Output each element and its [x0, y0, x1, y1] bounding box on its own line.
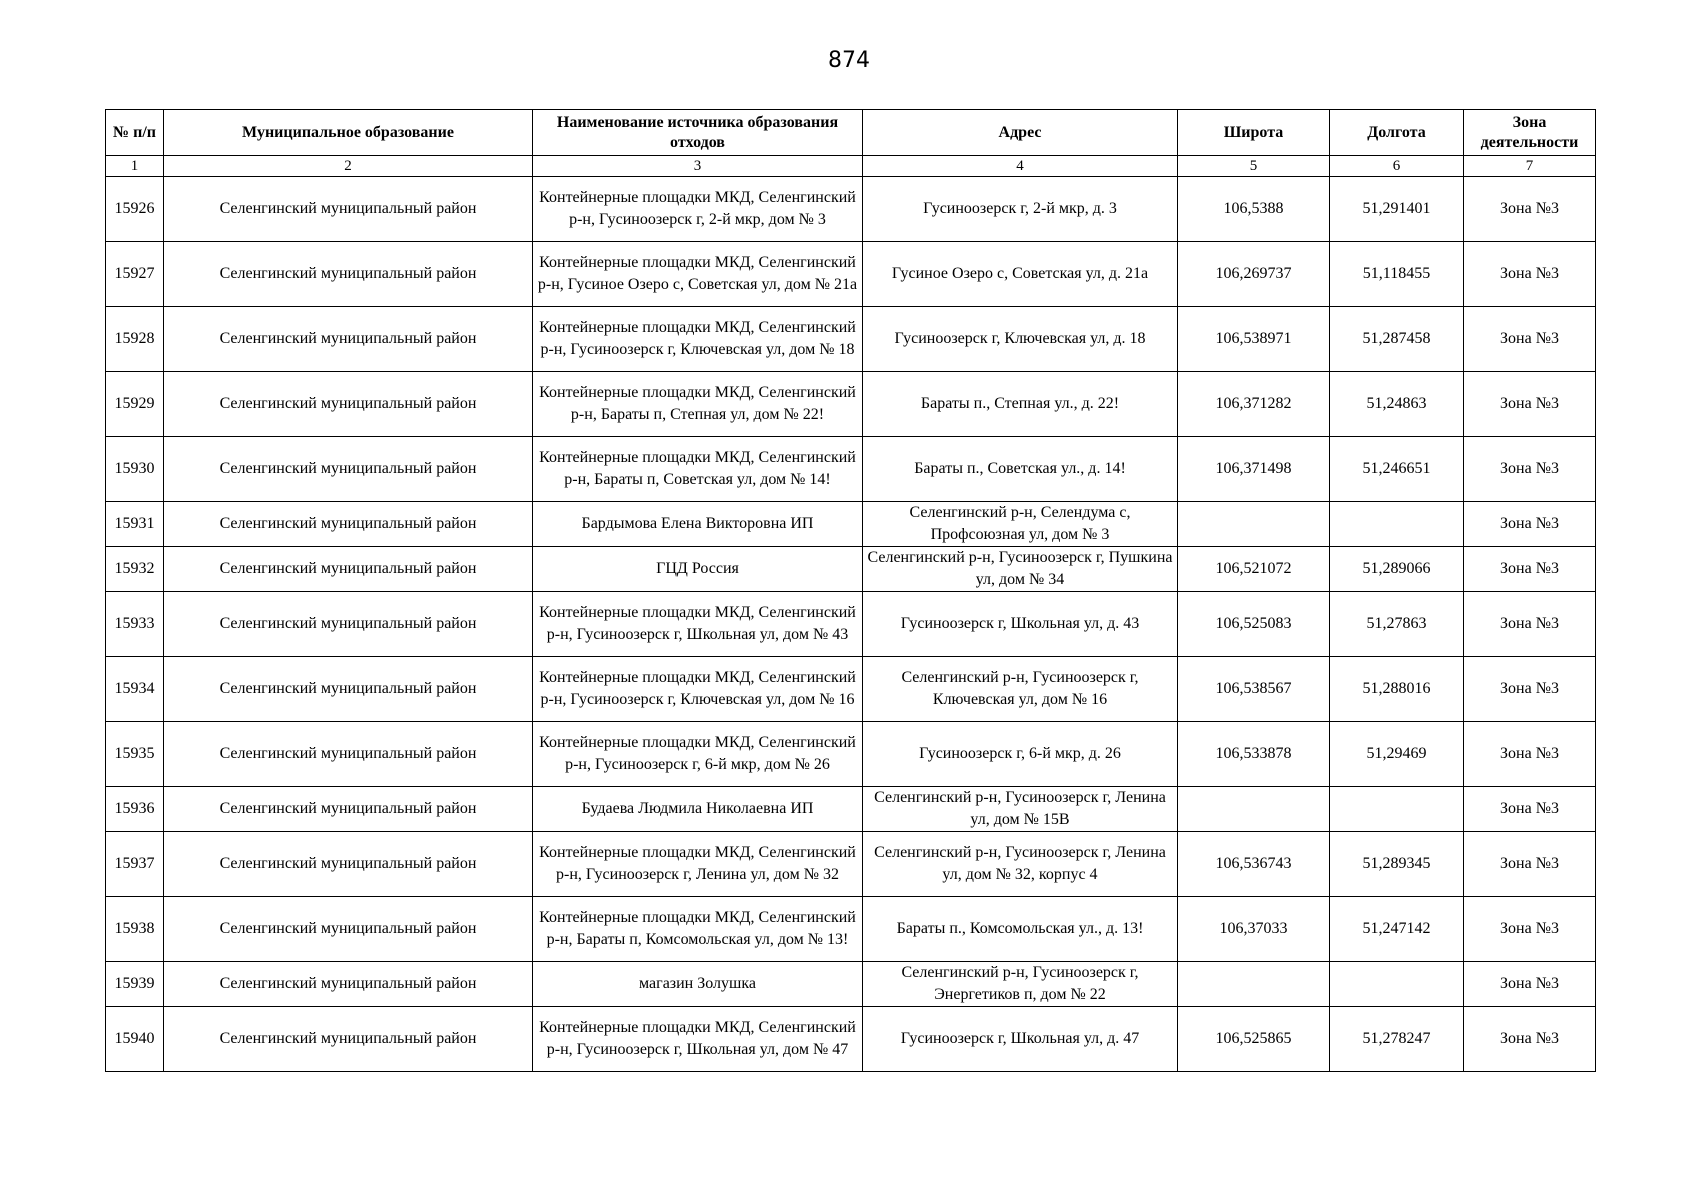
address-cell: Гусиноозерск г, 2-й мкр, д. 3 [863, 177, 1178, 242]
row-number: 15926 [106, 177, 164, 242]
municipality-cell: Селенгинский муниципальный район [164, 657, 533, 722]
source-name-cell: Контейнерные площадки МКД, Селенгинский р-н, Бараты п, Советская ул, дом № 14! [533, 437, 863, 502]
address-cell: Гусиноозерск г, Школьная ул, д. 43 [863, 592, 1178, 657]
source-name-cell: Контейнерные площадки МКД, Селенгинский р-н, Гусиноозерск г, Ключевская ул, дом № 18 [533, 307, 863, 372]
zone-cell: Зона №3 [1464, 307, 1596, 372]
latitude-cell: 106,525865 [1178, 1007, 1330, 1072]
table-row [106, 592, 1596, 657]
header-zone: Зона деятельности [1464, 110, 1596, 156]
municipality-cell: Селенгинский муниципальный район [164, 787, 533, 832]
table-row [106, 372, 1596, 437]
address-cell: Бараты п., Степная ул., д. 22! [863, 372, 1178, 437]
header-number: № п/п [106, 110, 164, 156]
column-number-row [106, 156, 1596, 177]
zone-cell: Зона №3 [1464, 437, 1596, 502]
municipality-cell: Селенгинский муниципальный район [164, 307, 533, 372]
source-name-cell: Контейнерные площадки МКД, Селенгинский р-н, Гусиноозерск г, 6-й мкр, дом № 26 [533, 722, 863, 787]
row-number: 15932 [106, 547, 164, 592]
zone-cell: Зона №3 [1464, 502, 1596, 547]
source-name-cell: Бардымова Елена Викторовна ИП [533, 502, 863, 547]
source-name-cell: магазин Золушка [533, 962, 863, 1007]
source-name-cell: Контейнерные площадки МКД, Селенгинский р-н, Бараты п, Комсомольская ул, дом № 13! [533, 897, 863, 962]
table-row [106, 722, 1596, 787]
municipality-cell: Селенгинский муниципальный район [164, 897, 533, 962]
longitude-cell: 51,246651 [1330, 437, 1464, 502]
address-cell: Селенгинский р-н, Гусиноозерск г, Ленина ул, дом № 32, корпус 4 [863, 832, 1178, 897]
zone-cell: Зона №3 [1464, 897, 1596, 962]
source-name-cell: Будаева Людмила Николаевна ИП [533, 787, 863, 832]
latitude-cell: 106,371498 [1178, 437, 1330, 502]
column-number: 4 [863, 156, 1178, 177]
municipality-cell: Селенгинский муниципальный район [164, 372, 533, 437]
table-row [106, 787, 1596, 832]
zone-cell: Зона №3 [1464, 657, 1596, 722]
source-name-cell: Контейнерные площадки МКД, Селенгинский р-н, Гусиноозерск г, Ленина ул, дом № 32 [533, 832, 863, 897]
municipality-cell: Селенгинский муниципальный район [164, 502, 533, 547]
address-cell: Бараты п., Советская ул., д. 14! [863, 437, 1178, 502]
longitude-cell: 51,291401 [1330, 177, 1464, 242]
row-number: 15930 [106, 437, 164, 502]
source-name-cell: Контейнерные площадки МКД, Селенгинский р-н, Бараты п, Степная ул, дом № 22! [533, 372, 863, 437]
municipality-cell: Селенгинский муниципальный район [164, 832, 533, 897]
latitude-cell: 106,521072 [1178, 547, 1330, 592]
row-number: 15940 [106, 1007, 164, 1072]
header-address: Адрес [863, 110, 1178, 156]
address-cell: Гусиное Озеро с, Советская ул, д. 21а [863, 242, 1178, 307]
table-row [106, 502, 1596, 547]
source-name-cell: Контейнерные площадки МКД, Селенгинский р-н, Гусиноозерск г, Школьная ул, дом № 47 [533, 1007, 863, 1072]
row-number: 15936 [106, 787, 164, 832]
zone-cell: Зона №3 [1464, 242, 1596, 307]
longitude-cell: 51,287458 [1330, 307, 1464, 372]
address-cell: Гусиноозерск г, Ключевская ул, д. 18 [863, 307, 1178, 372]
zone-cell: Зона №3 [1464, 962, 1596, 1007]
column-number: 5 [1178, 156, 1330, 177]
latitude-cell: 106,5388 [1178, 177, 1330, 242]
latitude-cell: 106,37033 [1178, 897, 1330, 962]
header-municipality: Муниципальное образование [164, 110, 533, 156]
zone-cell: Зона №3 [1464, 177, 1596, 242]
latitude-cell: 106,269737 [1178, 242, 1330, 307]
latitude-cell [1178, 962, 1330, 1007]
municipality-cell: Селенгинский муниципальный район [164, 962, 533, 1007]
zone-cell: Зона №3 [1464, 592, 1596, 657]
source-name-cell: Контейнерные площадки МКД, Селенгинский р-н, Гусиноозерск г, Ключевская ул, дом № 16 [533, 657, 863, 722]
column-number: 7 [1464, 156, 1596, 177]
zone-cell: Зона №3 [1464, 787, 1596, 832]
zone-cell: Зона №3 [1464, 722, 1596, 787]
address-cell: Селенгинский р-н, Гусиноозерск г, Ленина ул, дом № 15В [863, 787, 1178, 832]
source-name-cell: Контейнерные площадки МКД, Селенгинский р-н, Гусиноозерск г, 2-й мкр, дом № 3 [533, 177, 863, 242]
table-row [106, 307, 1596, 372]
longitude-cell [1330, 962, 1464, 1007]
longitude-cell: 51,288016 [1330, 657, 1464, 722]
row-number: 15933 [106, 592, 164, 657]
row-number: 15929 [106, 372, 164, 437]
table-row [106, 437, 1596, 502]
address-cell: Гусиноозерск г, 6-й мкр, д. 26 [863, 722, 1178, 787]
latitude-cell: 106,538567 [1178, 657, 1330, 722]
row-number: 15935 [106, 722, 164, 787]
column-number: 2 [164, 156, 533, 177]
address-cell: Гусиноозерск г, Школьная ул, д. 47 [863, 1007, 1178, 1072]
municipality-cell: Селенгинский муниципальный район [164, 722, 533, 787]
address-cell: Селенгинский р-н, Гусиноозерск г, Пушкина ул, дом № 34 [863, 547, 1178, 592]
waste-sources-table [105, 109, 1596, 1072]
address-cell: Селенгинский р-н, Селендума с, Профсоюзная ул, дом № 3 [863, 502, 1178, 547]
row-number: 15937 [106, 832, 164, 897]
address-cell: Селенгинский р-н, Гусиноозерск г, Энергетиков п, дом № 22 [863, 962, 1178, 1007]
municipality-cell: Селенгинский муниципальный район [164, 547, 533, 592]
municipality-cell: Селенгинский муниципальный район [164, 1007, 533, 1072]
latitude-cell: 106,525083 [1178, 592, 1330, 657]
latitude-cell: 106,538971 [1178, 307, 1330, 372]
address-cell: Бараты п., Комсомольская ул., д. 13! [863, 897, 1178, 962]
table-row [106, 962, 1596, 1007]
row-number: 15938 [106, 897, 164, 962]
row-number: 15931 [106, 502, 164, 547]
longitude-cell: 51,24863 [1330, 372, 1464, 437]
table-row [106, 177, 1596, 242]
row-number: 15939 [106, 962, 164, 1007]
column-number: 1 [106, 156, 164, 177]
table-row [106, 832, 1596, 897]
longitude-cell: 51,247142 [1330, 897, 1464, 962]
zone-cell: Зона №3 [1464, 1007, 1596, 1072]
latitude-cell: 106,533878 [1178, 722, 1330, 787]
longitude-cell [1330, 502, 1464, 547]
latitude-cell [1178, 502, 1330, 547]
table-row [106, 547, 1596, 592]
longitude-cell: 51,29469 [1330, 722, 1464, 787]
source-name-cell: Контейнерные площадки МКД, Селенгинский р-н, Гусиноозерск г, Школьная ул, дом № 43 [533, 592, 863, 657]
zone-cell: Зона №3 [1464, 832, 1596, 897]
header-source-name: Наименование источника образования отходов [533, 110, 863, 156]
header-longitude: Долгота [1330, 110, 1464, 156]
latitude-cell: 106,371282 [1178, 372, 1330, 437]
latitude-cell: 106,536743 [1178, 832, 1330, 897]
source-name-cell: ГЦД Россия [533, 547, 863, 592]
municipality-cell: Селенгинский муниципальный район [164, 177, 533, 242]
column-number: 3 [533, 156, 863, 177]
municipality-cell: Селенгинский муниципальный район [164, 242, 533, 307]
header-latitude: Широта [1178, 110, 1330, 156]
latitude-cell [1178, 787, 1330, 832]
table-row [106, 897, 1596, 962]
longitude-cell: 51,118455 [1330, 242, 1464, 307]
municipality-cell: Селенгинский муниципальный район [164, 437, 533, 502]
longitude-cell: 51,289345 [1330, 832, 1464, 897]
zone-cell: Зона №3 [1464, 372, 1596, 437]
column-number: 6 [1330, 156, 1464, 177]
longitude-cell [1330, 787, 1464, 832]
page-number: 874 [828, 48, 870, 73]
municipality-cell: Селенгинский муниципальный район [164, 592, 533, 657]
source-name-cell: Контейнерные площадки МКД, Селенгинский р-н, Гусиное Озеро с, Советская ул, дом № 21а [533, 242, 863, 307]
row-number: 15927 [106, 242, 164, 307]
row-number: 15928 [106, 307, 164, 372]
row-number: 15934 [106, 657, 164, 722]
longitude-cell: 51,289066 [1330, 547, 1464, 592]
longitude-cell: 51,278247 [1330, 1007, 1464, 1072]
table-row [106, 242, 1596, 307]
zone-cell: Зона №3 [1464, 547, 1596, 592]
table-row [106, 657, 1596, 722]
longitude-cell: 51,27863 [1330, 592, 1464, 657]
address-cell: Селенгинский р-н, Гусиноозерск г, Ключевская ул, дом № 16 [863, 657, 1178, 722]
table-row [106, 1007, 1596, 1072]
header-row [106, 110, 1596, 156]
